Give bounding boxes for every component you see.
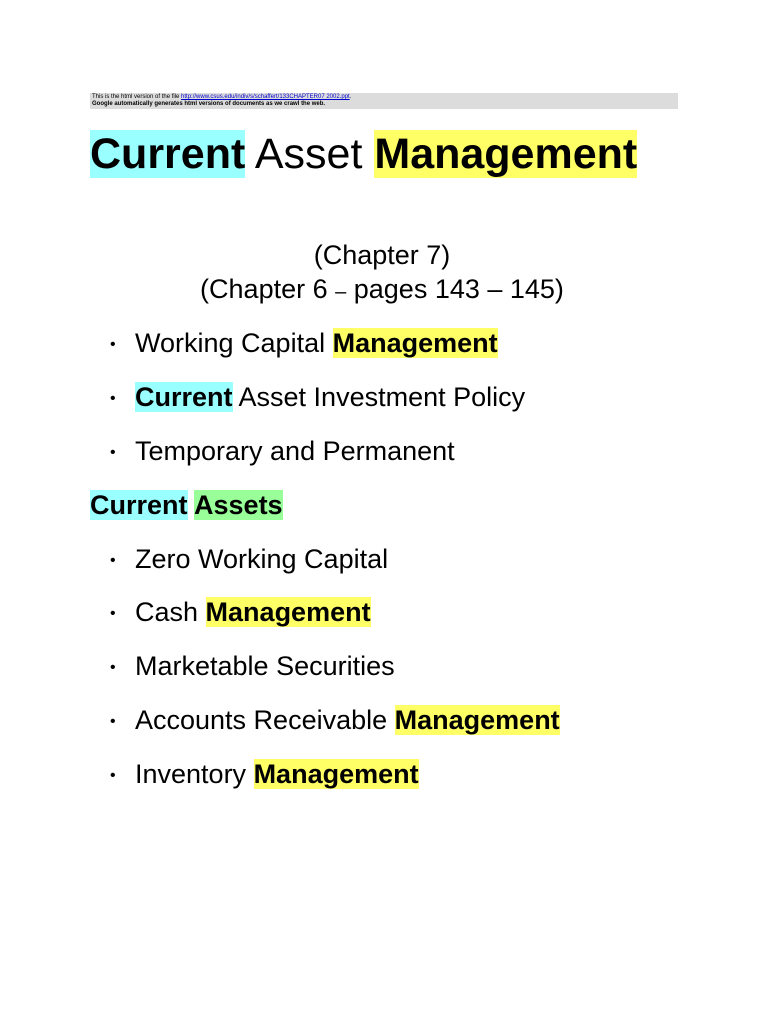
chapter-line-2-a: (Chapter 6 — [200, 274, 336, 304]
source-file-link[interactable]: http://www.csus.edu/indiv/s/schaffert/133CHAPTER07 2002.ppt — [181, 94, 350, 100]
cache-banner-line2: Google automatically generates html versions of documents as we crawl the web. — [92, 101, 326, 107]
list-item — [110, 325, 498, 363]
list-item-highlight: Current — [135, 382, 233, 412]
chapter-line-2 — [0, 272, 766, 309]
list-item-highlight: Management — [394, 705, 560, 735]
title-word-asset: Asset — [245, 130, 375, 178]
list-item — [110, 756, 419, 794]
section-heading — [90, 487, 283, 523]
title-word-current: Current — [90, 130, 246, 178]
page-title — [90, 127, 637, 181]
list-item-text: Accounts Receivable — [135, 705, 395, 735]
list-item — [110, 702, 560, 740]
bullet-icon: • — [110, 336, 116, 353]
list-item-text: Cash — [135, 597, 206, 627]
list-item-highlight: Management — [253, 759, 419, 789]
list-item-text: Inventory — [135, 759, 254, 789]
cache-banner-suffix: . — [349, 94, 352, 100]
chapter-line-2-dash: – — [335, 281, 347, 303]
list-item-text: Working Capital — [135, 328, 333, 358]
list-item — [110, 433, 455, 471]
title-word-management: Management — [374, 130, 638, 178]
cache-banner-prefix: This is the html version of the file — [92, 94, 182, 100]
list-item-text: Zero Working Capital — [135, 544, 389, 574]
list-item-text: Temporary and Permanent — [135, 436, 455, 466]
list-item-highlight: Management — [205, 597, 371, 627]
bullet-icon: • — [110, 444, 116, 461]
section-word-current: Current — [90, 490, 188, 520]
bullet-icon: • — [110, 390, 116, 407]
chapter-line-1: (Chapter 7) — [313, 240, 451, 270]
bullet-icon: • — [110, 767, 116, 784]
list-item-text: Marketable Securities — [135, 651, 395, 681]
bullet-icon: • — [110, 605, 116, 622]
list-item-highlight: Management — [332, 328, 498, 358]
bullet-icon: • — [110, 552, 116, 569]
bullet-icon: • — [110, 659, 116, 676]
list-item — [110, 648, 395, 686]
list-item-text: Asset Investment Policy — [232, 382, 526, 412]
cache-banner-line1 — [92, 94, 676, 101]
list-item — [110, 594, 371, 632]
bullet-icon: • — [110, 713, 116, 730]
section-word-assets: Assets — [194, 490, 283, 520]
list-item — [110, 379, 525, 417]
list-item — [110, 541, 388, 579]
chapter-line-2-b: pages 143 – 145) — [346, 274, 564, 304]
cache-banner — [90, 93, 678, 109]
